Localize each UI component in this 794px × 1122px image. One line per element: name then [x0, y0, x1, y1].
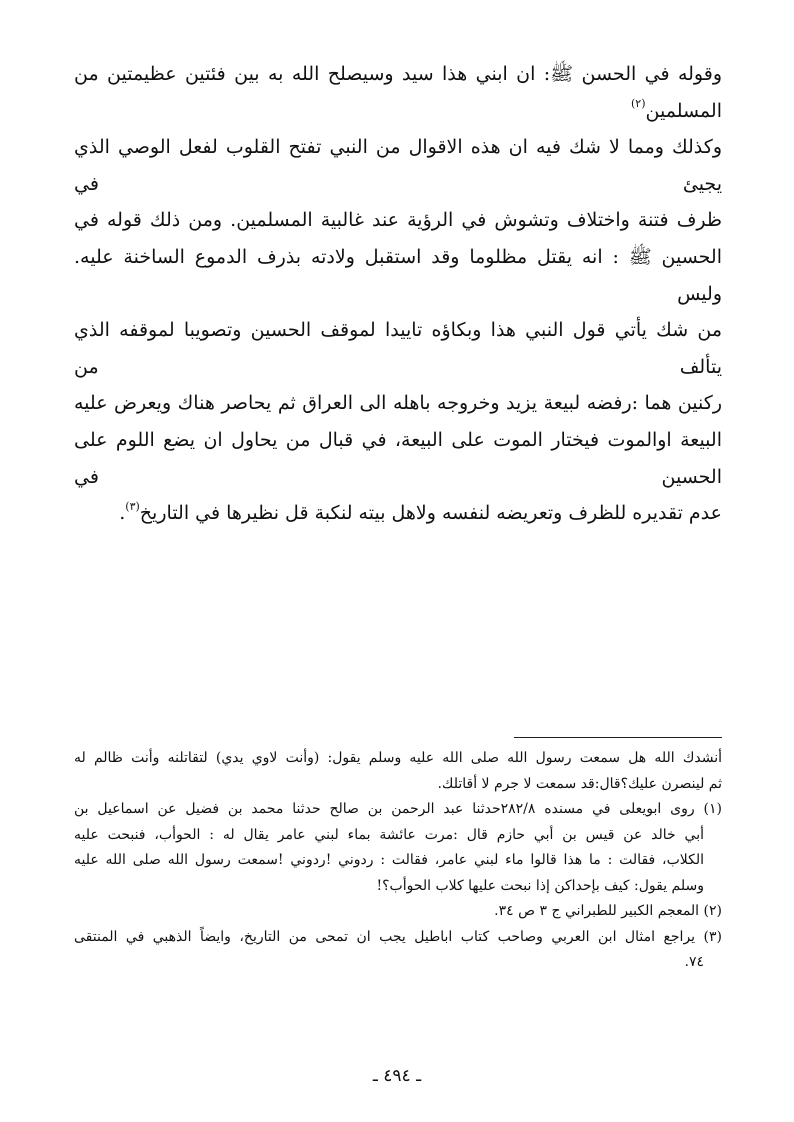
- footnote-3-line: (٣) يراجع امثال ابن العربي وصاحب كتاب اباطيل يجب ان تمحى من التاريخ، وايضاً الذهبي في المنتقى: [74, 928, 722, 945]
- footnote-2: (٢) المعجم الكبير للطبراني ج ٣ ص ٣٤.: [494, 903, 722, 919]
- footnote-1-line: أبي خالد عن قيس بن أبي حازم قال :مرت عائشة بماء لبني عامر يقال له : الحوأب، فنبحت عليه: [74, 826, 704, 843]
- footnote-1-line: (١) روى ابويعلى في مسنده ٢٨٢/٨حدثنا عبد الرحمن بن صالح حدثنا محمد بن فضيل عن اسماعيل بن: [74, 801, 722, 817]
- footnotes: [74, 746, 722, 976]
- body-line-5: من شك يأتي قول النبي هذا وبكاؤه تاييدا لموقف الحسين وتصويبا لموقفه الذي يتألف من: [74, 319, 722, 378]
- body-line-8: عدم تقديره للظرف وتعريضه لنفسه ولاهل بيته لنكبة قل نظيرها في التاريخ$^{(٣)}$.: [119, 499, 722, 525]
- body-line-6: ركنين هما :رفضه لبيعة يزيد وخروجه باهله الى العراق ثم يحاصر هناك ويعرض عليه: [74, 392, 722, 415]
- footnote-line: أنشدك الله هل سمعت رسول الله صلى الله عليه وسلم يقول: (وأنت لاوي يدي) لتقاتلنه وأنت ظالم له: [74, 750, 722, 766]
- footnote-line: ثم لينصرن عليك؟قال:قد سمعت لا جرم لا أقاتلك.: [437, 775, 722, 792]
- body-line-4: الحسين ﷺ : انه يقتل مظلوما وقد استقبل ولادته بذرف الدموع الساخنة عليه. وليس: [74, 245, 722, 305]
- body-line-7: البيعة اوالموت فيختار الموت على البيعة، في قبال من يحاول ان يضع اللوم على الحسين في: [74, 428, 722, 488]
- footnote-1-line: الكلاب، فقالت : ما هذا قالوا ماء لبني عامر، فقالت : ردوني !ردوني !سمعت رسول الله صلى الله عليه: [74, 852, 704, 868]
- footnote-1-line: وسلم يقول: كيف بإحداكن إذا نبحت عليها كلاب الحوأب؟!: [376, 877, 704, 894]
- footnote-3-line: ٧٤.: [684, 954, 704, 970]
- body-line-2: وكذلك ومما لا شك فيه ان هذه الاقوال من النبي تفتح القلوب لفعل الوصي الذي يجيئ في: [74, 136, 722, 195]
- page-number: ـ ٤٩٤ ـ: [372, 1066, 422, 1086]
- footnote-separator: [514, 737, 722, 738]
- footnote-ref-3: (٣): [125, 499, 140, 513]
- main-text: [74, 56, 722, 532]
- body-line-3: ظرف فتنة واختلاف وتشوش في الرؤية عند غالبية المسلمين. ومن ذلك قوله في: [74, 209, 722, 232]
- footnote-ref-2: (٢): [631, 97, 646, 111]
- body-line-1: وقوله في الحسن ﷺ: ان ابني هذا سيد وسيصلح الله به بين فئتين عظيمتين من المسلمين$^{(٢)}$: [74, 63, 722, 122]
